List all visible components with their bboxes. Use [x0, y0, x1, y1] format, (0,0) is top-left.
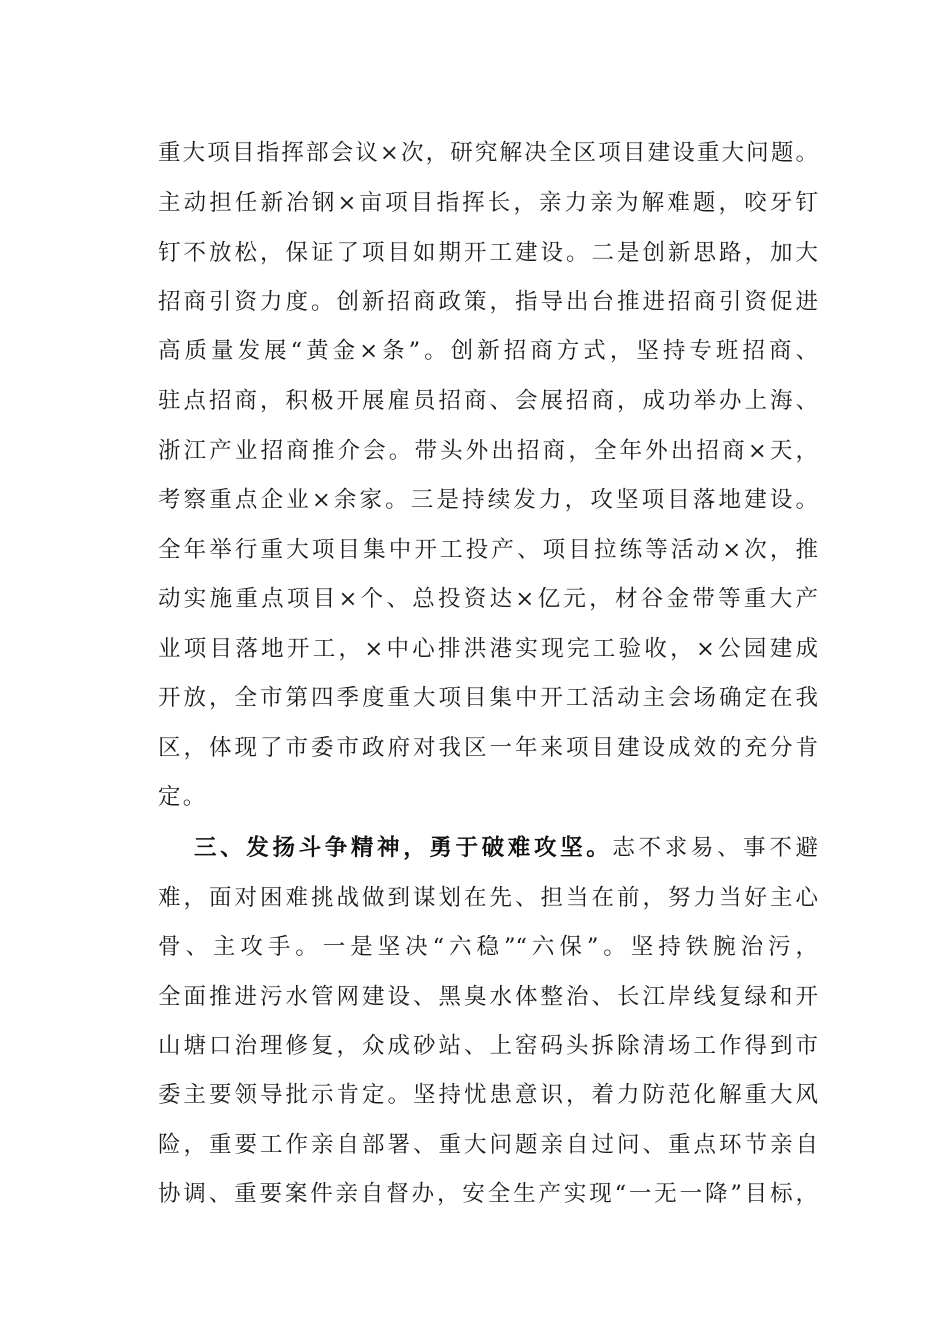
text-line: 难，面对困难挑战做到谋划在先、担当在前，努力当好主心: [158, 885, 818, 911]
text-line: 钉不放松，保证了项目如期开工建设。二是创新思路，加大: [158, 240, 818, 266]
text-line: 委主要领导批示肯定。坚持忧患意识，着力防范化解重大风: [158, 1082, 818, 1108]
text-line: 全面推进污水管网建设、黑臭水体整治、长江岸线复绿和开: [158, 984, 818, 1010]
text-line: 业项目落地开工，×中心排洪港实现完工验收，×公园建成: [158, 636, 818, 662]
text-line: 定。: [158, 784, 208, 810]
text-line: 全年举行重大项目集中开工投产、项目拉练等活动×次，推: [158, 537, 818, 563]
text-line: 重大项目指挥部会议×次，研究解决全区项目建设重大问题。: [158, 140, 818, 166]
text-line: 动实施重点项目×个、总投资达×亿元，材谷金带等重大产: [158, 586, 818, 612]
text-line: 开放，全市第四季度重大项目集中开工活动主会场确定在我: [158, 685, 818, 711]
section-3-heading-rest: 志不求易、事不避: [612, 835, 818, 861]
text-line: 考察重点企业×余家。三是持续发力，攻坚项目落地建设。: [158, 487, 818, 513]
text-line: 浙江产业招商推介会。带头外出招商，全年外出招商×天，: [158, 438, 818, 464]
text-line: 主动担任新冶钢×亩项目指挥长，亲力亲为解难题，咬牙钉: [158, 190, 818, 216]
text-line: 高质量发展“黄金×条”。创新招商方式，坚持专班招商、: [158, 338, 818, 364]
text-line: 山塘口治理修复，众成砂站、上窑码头拆除清场工作得到市: [158, 1033, 818, 1059]
text-line: 驻点招商，积极开展雇员招商、会展招商，成功举办上海、: [158, 388, 818, 414]
text-line: 骨、主攻手。一是坚决“六稳”“六保”。坚持铁腕治污，: [158, 934, 818, 960]
text-line: 险，重要工作亲自部署、重大问题亲自过问、重点环节亲自: [158, 1132, 818, 1158]
text-line: 招商引资力度。创新招商政策，指导出台推进招商引资促进: [158, 289, 818, 315]
text-line: 区，体现了市委市政府对我区一年来项目建设成效的充分肯: [158, 735, 818, 761]
text-line: 协调、重要案件亲自督办，安全生产实现“一无一降”目标，: [158, 1181, 818, 1207]
section-3-heading: 三、发扬斗争精神，勇于破难攻坚。: [194, 835, 613, 861]
section-3-first-line: [194, 833, 818, 863]
